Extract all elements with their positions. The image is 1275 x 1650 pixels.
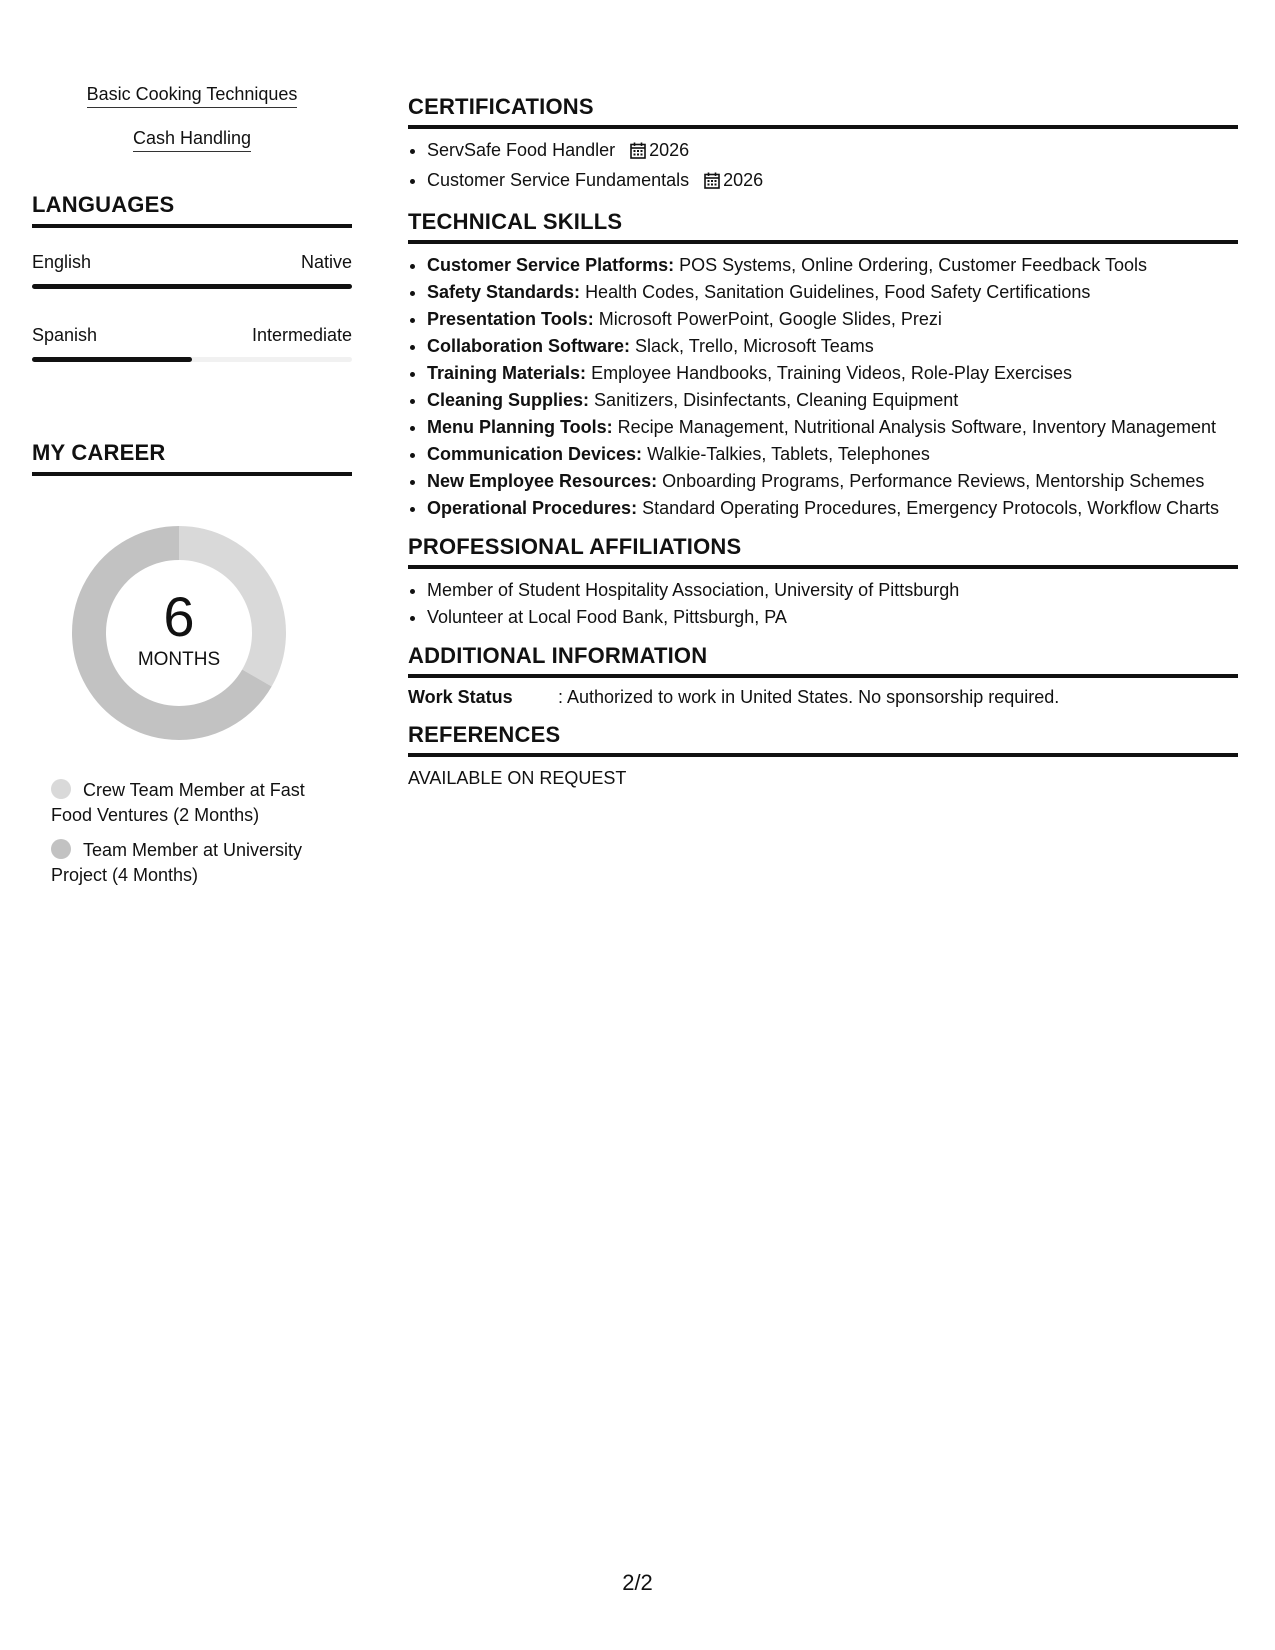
certifications-section	[408, 94, 1238, 197]
skill-values: Sanitizers, Disinfectants, Cleaning Equipment	[594, 390, 959, 410]
languages-heading: LANGUAGES	[32, 192, 352, 228]
calendar-icon	[630, 140, 646, 167]
references-heading: REFERENCES	[408, 722, 1238, 757]
certification-year: 2026	[649, 140, 690, 160]
certification-name: Customer Service Fundamentals	[427, 170, 690, 190]
career-heading: MY CAREER	[32, 440, 352, 476]
technical-skill-item	[427, 333, 1238, 360]
skill-category: Communication Devices:	[427, 444, 643, 464]
language-item	[32, 250, 352, 289]
language-bar	[32, 284, 352, 289]
skill-tag: Cash Handling	[133, 126, 251, 152]
additional-info-section	[408, 643, 1238, 710]
skill-values: Onboarding Programs, Performance Reviews, Mentorship Schemes	[662, 471, 1205, 491]
legend-dot	[51, 839, 71, 859]
additional-info-heading: ADDITIONAL INFORMATION	[408, 643, 1238, 678]
skill-category: Training Materials:	[427, 363, 587, 383]
skill-category: Menu Planning Tools:	[427, 417, 613, 437]
skill-values: Microsoft PowerPoint, Google Slides, Prezi	[598, 309, 942, 329]
certification-year: 2026	[723, 170, 764, 190]
legend-dot	[51, 779, 71, 799]
affiliations-heading: PROFESSIONAL AFFILIATIONS	[408, 534, 1238, 569]
technical-skill-item	[427, 279, 1238, 306]
work-status-label: Work Status	[408, 687, 513, 707]
career-donut-center	[64, 518, 294, 748]
career-total-value: 6	[163, 585, 195, 648]
left-column	[32, 82, 352, 898]
language-bar-fill	[32, 284, 352, 289]
skill-values: Health Codes, Sanitation Guidelines, Food Safety Certifications	[585, 282, 1091, 302]
language-level: Native	[300, 252, 352, 272]
skill-tags	[32, 82, 352, 170]
references-text: AVAILABLE ON REQUEST	[408, 768, 627, 788]
skill-category: Customer Service Platforms:	[427, 255, 675, 275]
affiliations-section	[408, 534, 1238, 631]
language-item	[32, 323, 352, 362]
language-level: Intermediate	[251, 325, 352, 345]
skill-category: Operational Procedures:	[427, 498, 638, 518]
skill-tag: Basic Cooking Techniques	[87, 82, 298, 108]
technical-skills-heading: TECHNICAL SKILLS	[408, 209, 1238, 244]
skill-values: Recipe Management, Nutritional Analysis Software, Inventory Management	[617, 417, 1216, 437]
affiliation-item: • Volunteer at Local Food Bank, Pittsburgh, PA	[427, 604, 1238, 631]
technical-skill-item	[427, 414, 1238, 441]
skill-values: Employee Handbooks, Training Videos, Role-Play Exercises	[591, 363, 1072, 383]
skill-values: Walkie-Talkies, Tablets, Telephones	[647, 444, 930, 464]
career-donut-chart	[64, 518, 294, 748]
skill-category: New Employee Resources:	[427, 471, 658, 491]
career-legend-item	[51, 838, 321, 888]
languages-list	[32, 250, 352, 362]
technical-skill-item	[427, 360, 1238, 387]
right-column	[408, 94, 1238, 803]
skill-category: Collaboration Software:	[427, 336, 631, 356]
language-name: English	[32, 252, 92, 272]
technical-skill-item	[427, 252, 1238, 279]
certifications-heading: CERTIFICATIONS	[408, 94, 1238, 129]
skill-category: Presentation Tools:	[427, 309, 594, 329]
work-status-row	[408, 684, 1238, 710]
language-bar	[32, 357, 352, 362]
language-bar-fill	[32, 357, 192, 362]
technical-skill-item	[427, 468, 1238, 495]
career-legend-label: Team Member at University Project (4 Months)	[51, 840, 303, 885]
certification-item	[427, 167, 1238, 197]
affiliation-item: • Member of Student Hospitality Association, University of Pittsburgh	[427, 577, 1238, 604]
technical-skill-item	[427, 495, 1238, 522]
career-legend-item	[51, 778, 321, 828]
skill-values: POS Systems, Online Ordering, Customer Feedback Tools	[679, 255, 1147, 275]
skill-category: Safety Standards:	[427, 282, 581, 302]
technical-skills-section	[408, 209, 1238, 522]
skill-values: Standard Operating Procedures, Emergency Protocols, Workflow Charts	[642, 498, 1220, 518]
work-status-value: : Authorized to work in United States. No sponsorship required.	[558, 687, 1060, 707]
references-section	[408, 722, 1238, 791]
career-legend	[51, 778, 321, 888]
certification-item	[427, 137, 1238, 167]
calendar-icon	[704, 170, 720, 197]
skill-category: Cleaning Supplies:	[427, 390, 590, 410]
technical-skill-item	[427, 306, 1238, 333]
certification-name: ServSafe Food Handler	[427, 140, 616, 160]
career-total-unit: MONTHS	[137, 649, 221, 670]
skill-values: Slack, Trello, Microsoft Teams	[635, 336, 874, 356]
technical-skill-item	[427, 387, 1238, 414]
career-legend-label: Crew Team Member at Fast Food Ventures (2 Months)	[51, 780, 305, 825]
page-number: 2/2	[622, 1570, 653, 1595]
language-name: Spanish	[32, 325, 98, 345]
technical-skill-item	[427, 441, 1238, 468]
